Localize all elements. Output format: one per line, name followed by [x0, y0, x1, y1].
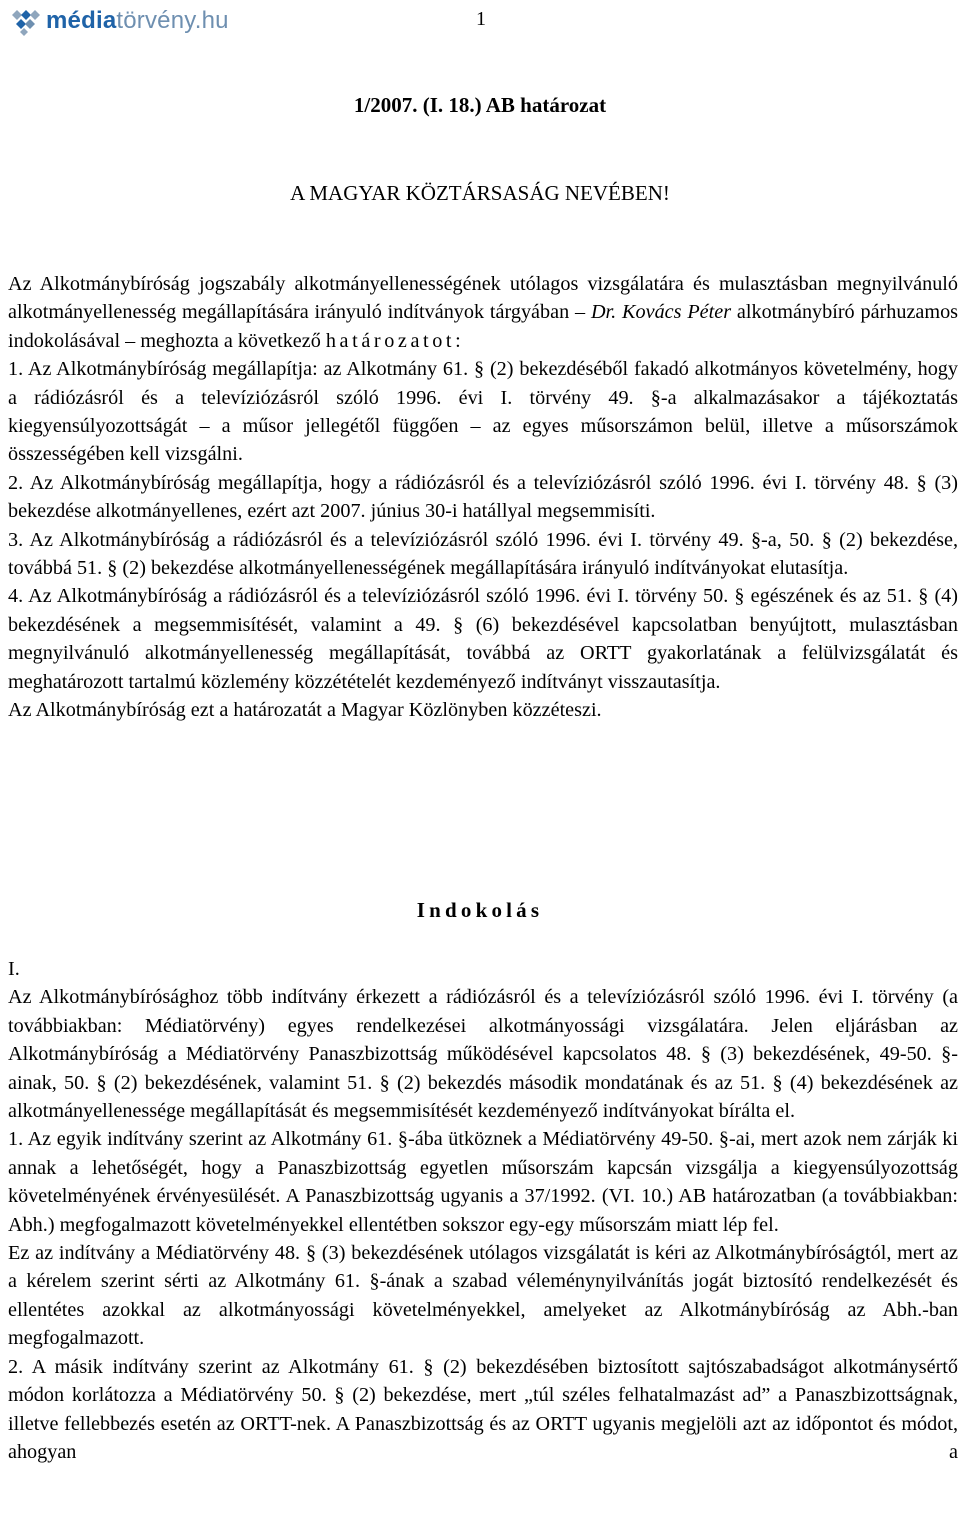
site-logo[interactable] — [6, 6, 229, 36]
ruling-2: 2. Az Alkotmánybíróság megállapítja, hogy a rádiózásról és a televíziózásról szóló 1996. évi I. törvény 48. § (3) bekezdése alkotmányellenes, ezért azt 2007. június 30-i hatállyal megsemmisíti. — [8, 471, 958, 523]
logo-text-secondary: törvény.hu — [116, 7, 229, 34]
judge-name: Dr. Kovács Péter — [590, 301, 732, 324]
reasoning-paragraph-2: 1. Az egyik indítvány szerint az Alkotmány 61. §-ába ütköznek a Médiatörvény 49-50. §-ai, mert azok nem zárják ki annak a lehetőségét, hogy a Panaszbizottság egyetlen műsorszám kapcsán vizsgálja a kiegyensúlyozottság követelményének érvényesülését. A Panaszbizottság ugyanis a 37/1992. (VI. 10.) AB határozatban (a továbbiakban: Abh.) megfogalmazott követelményekkel ellentétben sokszor egy-egy műsorszám miatt lép fel. — [8, 1128, 958, 1236]
document-id: 1/2007. (I. 18.) AB határozat — [353, 93, 607, 117]
intro-text-a: Az Alkotmánybíróság jogszabály alkotmányellenességének utólagos vizsgálatára és mulasztásban megnyilvánuló alkotmányellenesség megállapítására irányuló indítványok tárgyában – — [8, 273, 958, 324]
logo-text-primary: média — [46, 7, 117, 34]
reasoning-paragraph-3: Ez az indítvány a Médiatörvény 48. § (3) bekezdésének utólagos vizsgálatát is kéri az Alkotmánybíróságtól, mert az a kérelem szerint sérti az Alkotmány 61. §-ának a szabad véleménynyilvánítás jogát biztosító rendelkezését és ellentétes azokkal az alkotmányossági követelményekkel, amelyeket az Alkotmánybíróság az Abh.-ban megfogalmazott. — [8, 1242, 958, 1350]
reasoning-paragraph-4: 2. A másik indítvány szerint az Alkotmány 61. § (2) bekezdésében biztosított sajtószabadságot alkotmánysértő módon korlátozza a Médiatörvény 50. § (2) bekezdése, mert „túl széles felhatalmazást ad” a Panaszbizottságnak, illetve fellebbezés esetén az ORTT-nek. A Panaszbizottság és az ORTT ugyanis megjelöli azt az időpontot és módot, ahogyan a — [8, 1355, 958, 1463]
intro-text-b: alkotmánybíró párhuzamos indokolásával – meghozta a következő — [8, 301, 959, 352]
page-number: 1 — [476, 8, 486, 30]
decision-word: határozatot: — [325, 329, 465, 352]
decision-section — [8, 270, 958, 725]
reasoning-paragraph-1: Az Alkotmánybírósághoz több indítvány érkezett a rádiózásról és a televíziózásról szóló 1996. évi I. törvény (a továbbiakban: Médiatörvény) egyes rendelkezései alkotmányossági vizsgálatára. Jelen eljárásban az Alkotmánybíróság a Médiatörvény Panaszbizottság működésével kapcsolatos 48. § (3) bekezdésének, 49-50. §-ainak, 50. § (2) bekezdésének, valamint 51. § (2) bekezdés második mondatának és az 51. § (4) bekezdésének az alkotmányellenessége megállapítását és megsemmisítését kezdeményező indítványokat bírálta el. — [8, 986, 958, 1123]
publication-note: Az Alkotmánybíróság ezt a határozatát a Magyar Közlönyben közzéteszi. — [8, 699, 602, 722]
ruling-4: 4. Az Alkotmánybíróság a rádiózásról és a televíziózásról szóló 1996. évi I. törvény 50. § egészének és az 51. § (4) bekezdésének a megsemmisítését, valamint a 49. § (6) bekezdésével kapcsolatban benyújtott, mulasztásban megnyilvánuló alkotmányellenesség megállapítását, továbbá az ORTT gyakorlatának a felülvizsgálatát és meghatározott tartalmú közlemény közzétételét kezdeményező indítványt visszautasítja. — [8, 585, 958, 693]
reasoning-section — [8, 955, 958, 1466]
diamond-cluster-icon — [6, 6, 42, 36]
reasoning-heading: Indokolás — [416, 898, 544, 922]
ruling-3: 3. Az Alkotmánybíróság a rádiózásról és a televíziózásról szóló 1996. évi I. törvény 49. §-a, 50. § (2) bekezdése, továbbá 51. § (2) bekezdése alkotmányellenességének megállapítására irányuló indítványokat elutasítja. — [8, 528, 958, 580]
nation-heading: A MAGYAR KÖZTÁRSASÁG NEVÉBEN! — [290, 181, 670, 205]
intro-paragraph — [8, 270, 958, 355]
logo-wordmark — [46, 9, 229, 33]
reasoning-section-number: I. — [8, 958, 20, 980]
ruling-1: 1. Az Alkotmánybíróság megállapítja: az Alkotmány 61. § (2) bekezdéséből fakadó alkotmányos követelmény, hogy a rádiózásról és a televíziózásról szóló 1996. évi I. törvény 49. §-a alkalmazásakor a tájékoztatás kiegyensúlyozottságát – a műsor jellegétől függően – az egyes műsorszámon belül, illetve a műsorszámok összességében kell vizsgálni. — [8, 358, 958, 466]
